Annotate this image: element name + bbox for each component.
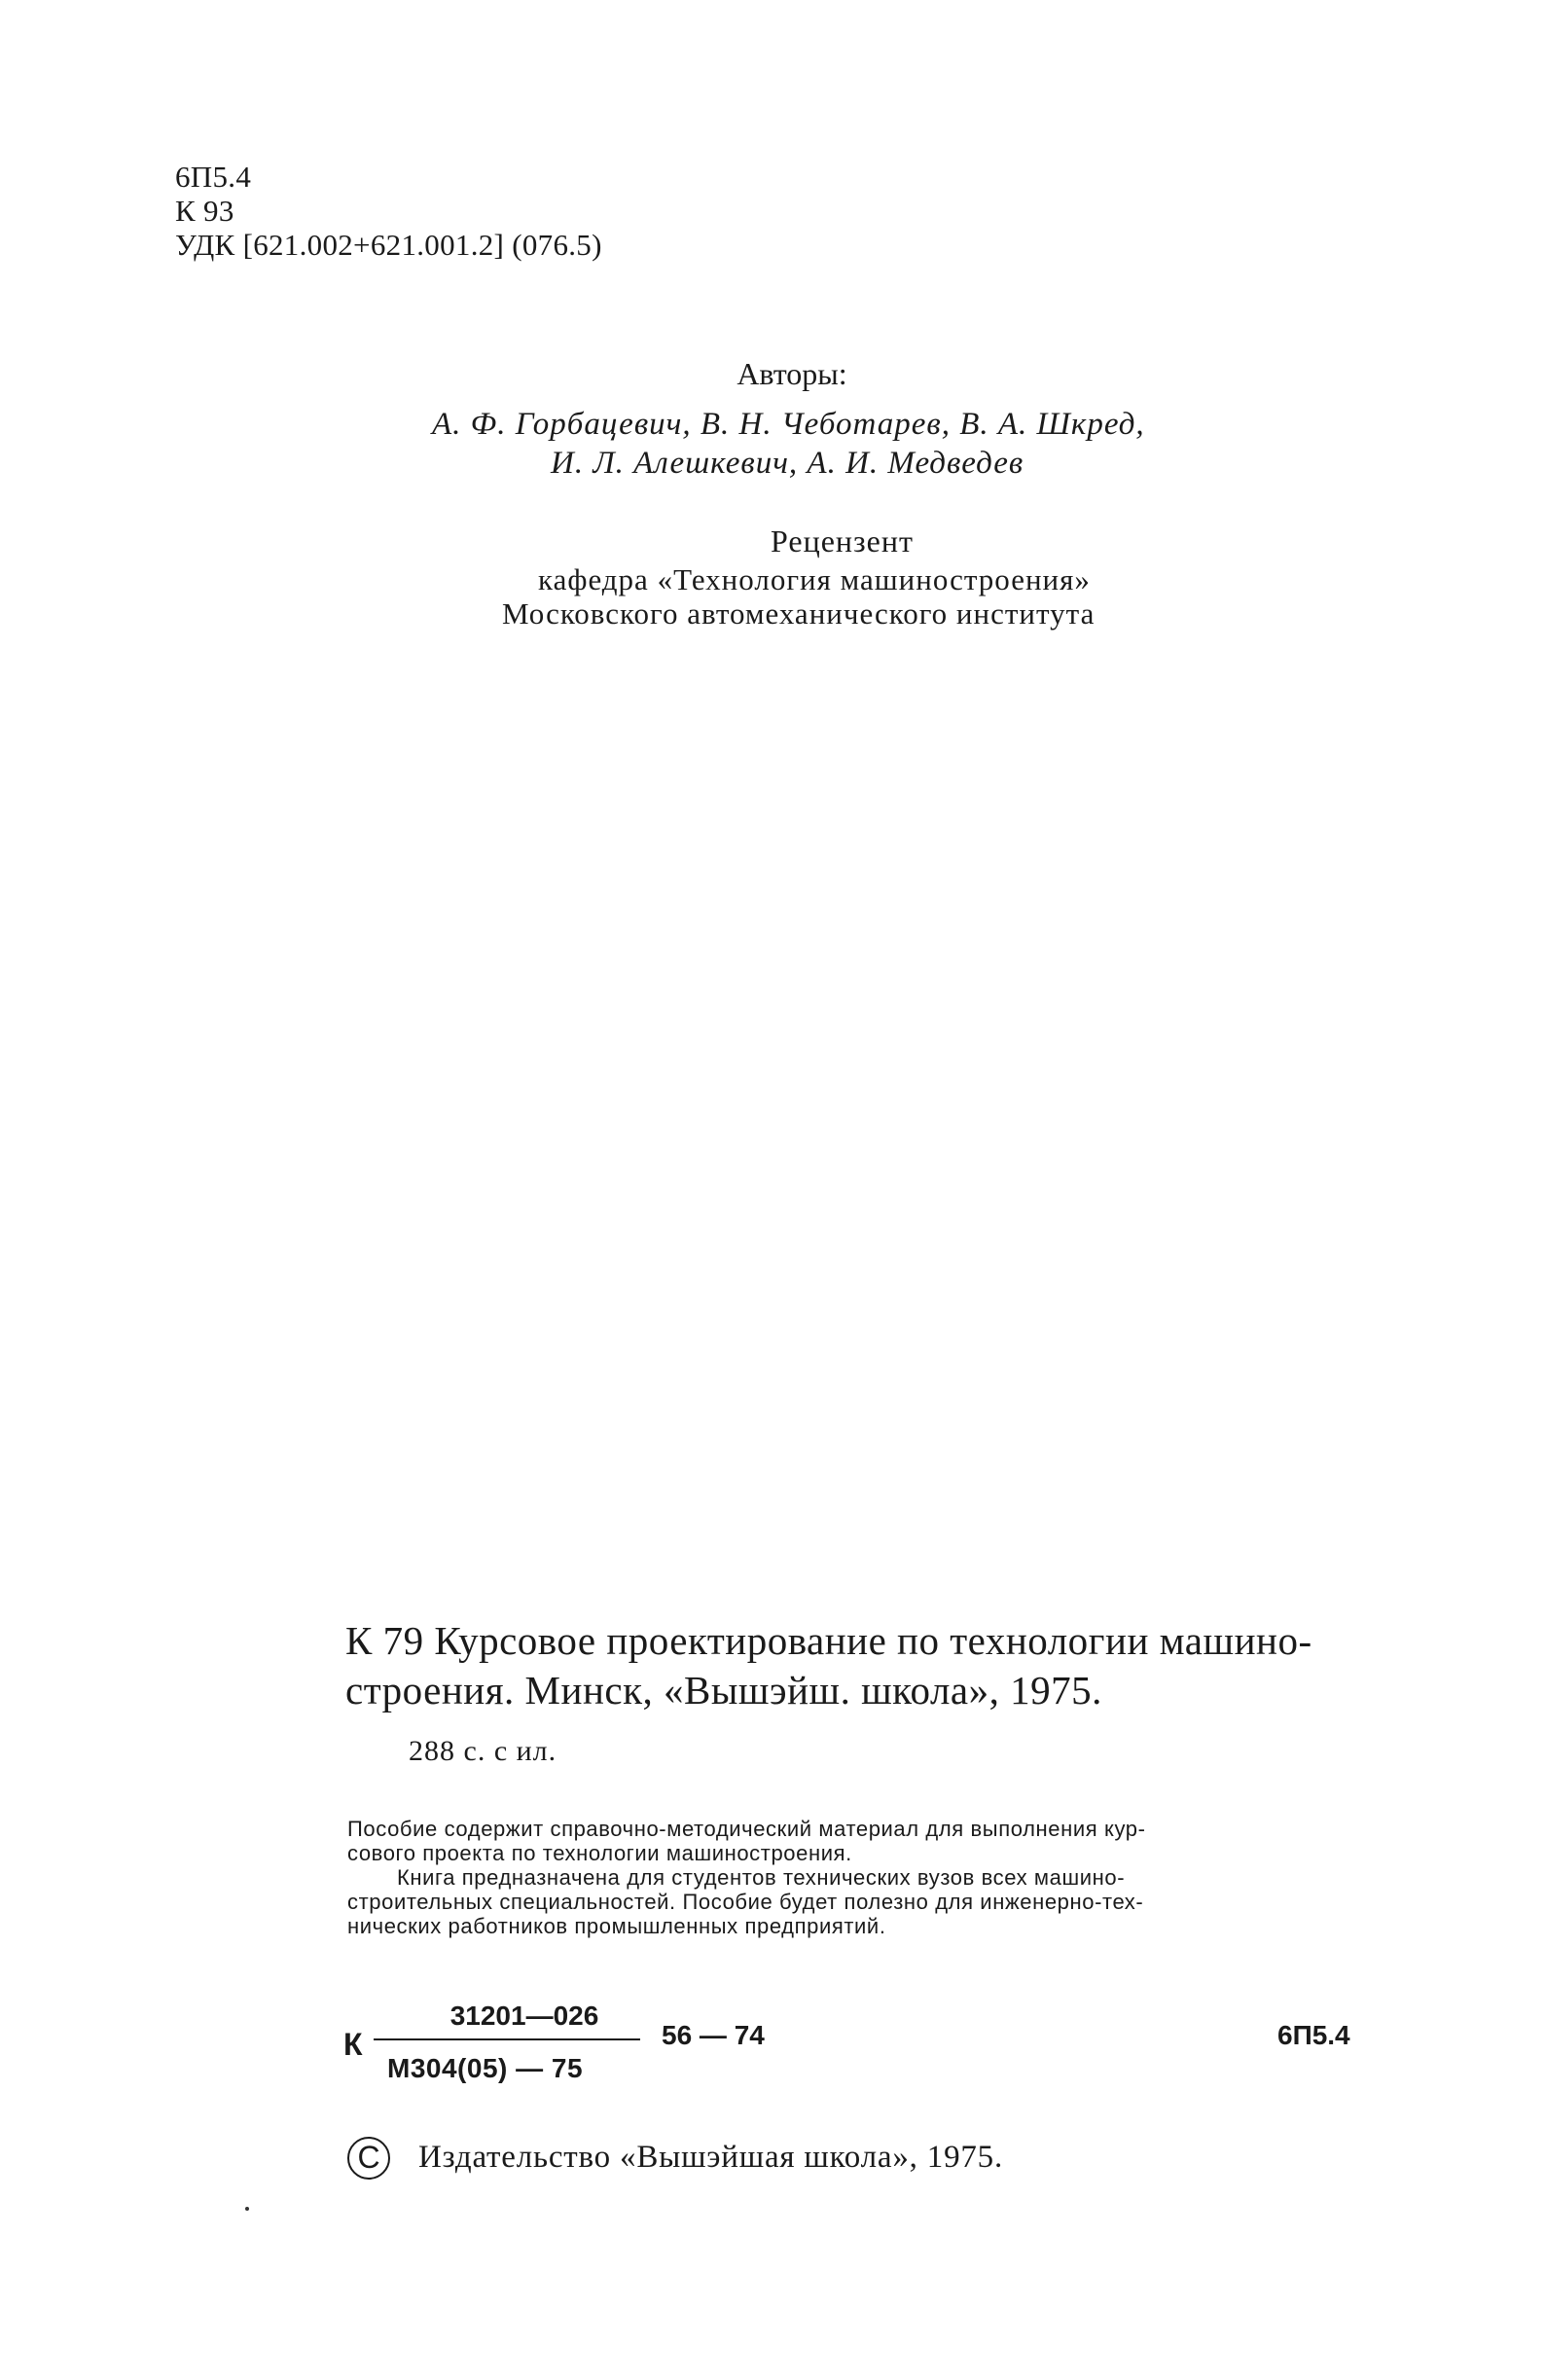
annotation-line-5: нических работников промышленных предприятий. (347, 1914, 886, 1938)
catalog-code-numerator: 31201—026 (449, 2001, 599, 2031)
fraction-bar (374, 2038, 640, 2040)
authors-line-2: И. Л. Алешкевич, А. И. Медведев (551, 446, 1024, 481)
catalog-code-letter: К (343, 2027, 363, 2062)
catalog-code-series: 56 — 74 (662, 2020, 765, 2050)
reviewer-heading: Рецензент (771, 523, 914, 559)
author-mark: К 93 (175, 194, 234, 228)
authors-heading: Авторы: (737, 356, 847, 391)
authors-line-1: А. Ф. Горбацевич, В. Н. Чеботарев, В. А. Шкред, (432, 407, 1145, 442)
page-count: 288 с. с ил. (409, 1735, 557, 1767)
udc-code: УДК [621.002+621.001.2] (076.5) (175, 228, 602, 262)
reviewer-line-1: кафедра «Технология машиностроения» (538, 562, 1091, 596)
annotation-line-2: сового проекта по технологии машиностроения. (347, 1841, 852, 1865)
print-speck (245, 2207, 249, 2211)
annotation-line-4: строительных специальностей. Пособие будет полезно для инженерно-тех- (347, 1890, 1144, 1914)
catalog-code-denominator: М304(05) — 75 (387, 2053, 584, 2083)
copyright-text: Издательство «Вышэйшая школа», 1975. (418, 2140, 1004, 2175)
book-title-line-1: К 79 Курсовое проектирование по технологии машино- (345, 1618, 1312, 1663)
classification-code: 6П5.4 (175, 160, 252, 194)
book-title-line-2: строения. Минск, «Вышэйш. школа», 1975. (345, 1668, 1102, 1713)
copyright-icon: C (347, 2137, 390, 2180)
catalog-code-index: 6П5.4 (1277, 2020, 1350, 2050)
annotation-line-3: Книга предназначена для студентов технических вузов всех машино- (397, 1865, 1126, 1890)
reviewer-line-2: Московского автомеханического института (502, 596, 1096, 631)
annotation-line-1: Пособие содержит справочно-методический материал для выполнения кур- (347, 1817, 1146, 1841)
